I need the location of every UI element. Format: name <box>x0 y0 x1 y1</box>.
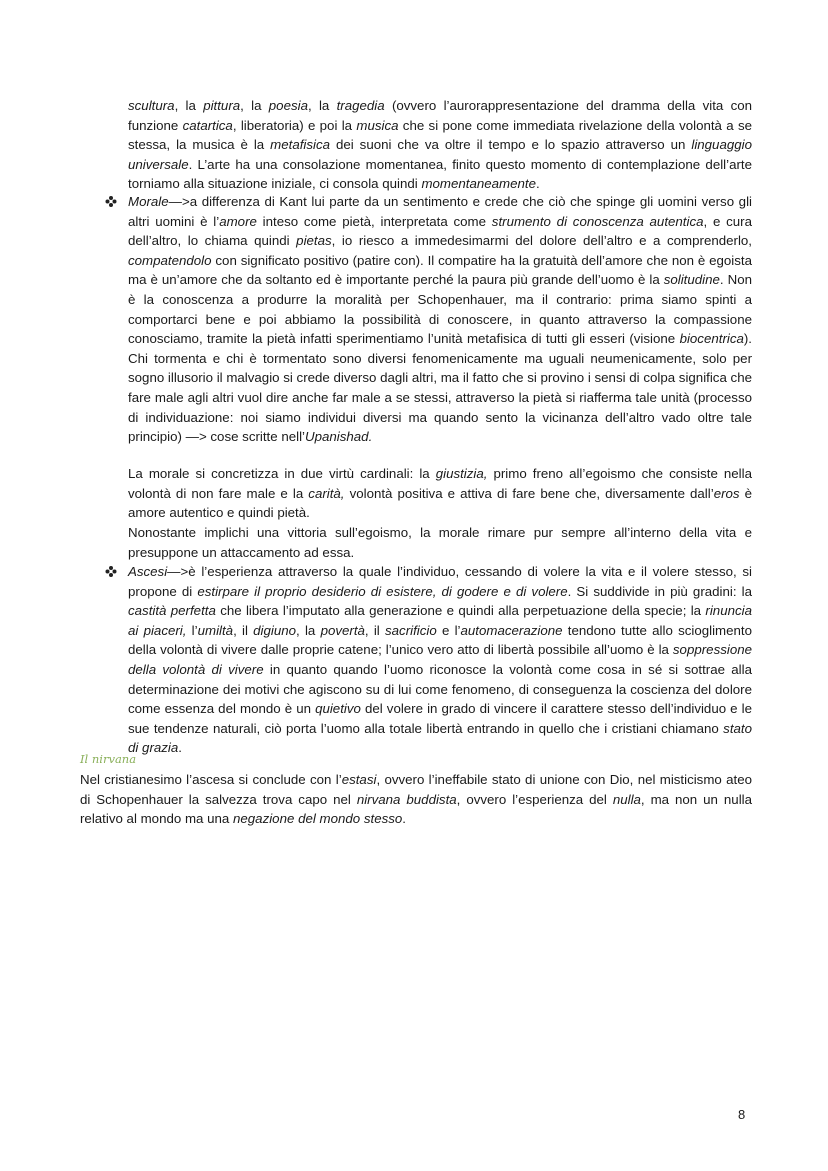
italic-run: scultura <box>128 98 175 113</box>
italic-run: catartica <box>182 117 233 133</box>
bullet-morale-text <box>128 194 752 444</box>
italic-run: rinuncia ai piaceri, <box>128 603 752 638</box>
italic-run: solitudine <box>663 272 720 288</box>
paragraph-nonostante <box>128 523 752 562</box>
text-run: . L’arte ha una consolazione momentanea, finito questo momento di contemplazione dell’arte torniamo alla situazione iniziale, ci consola quindi <box>128 156 752 192</box>
text-run: La morale si concretizza in due virtù cardinali: la <box>128 466 436 481</box>
italic-run: umiltà <box>197 622 234 638</box>
italic-run: metafisica <box>270 137 331 153</box>
italic-run: Morale <box>128 194 169 209</box>
text-run: , io riesco a immedesimarmi del dolore dell’altro e a comprenderlo, <box>331 233 753 249</box>
text-run: e l’ <box>436 622 461 638</box>
italic-run: amore <box>219 213 257 229</box>
italic-run: Ascesi <box>128 564 168 579</box>
text-run: . Si suddivide in più gradini: la <box>567 583 752 599</box>
text-run: che si pone come immediata rivelazione della volontà a se stessa, la musica è la <box>128 117 752 153</box>
text-run: . <box>536 176 540 192</box>
text-run: l’ <box>186 622 198 638</box>
italic-run: automacerazione <box>460 622 563 638</box>
italic-run: castità perfetta <box>128 603 216 619</box>
text-run: Nel cristianesimo l’ascesa si conclude con l’ <box>80 772 342 787</box>
italic-run: biocentrica <box>679 331 744 347</box>
text-run: primo freno all’egoismo che consiste nella volontà di non fare male e la <box>128 466 752 501</box>
page-number: 8 <box>738 1107 746 1122</box>
italic-run: tragedia <box>336 98 385 113</box>
text-run: in quanto quando l’uomo riconosce la volontà come cosa in sé si sottrae alla determinazione dei motivi che agiscono su di lui come fenomeno, di conseguenza la coscienza del dolore come essenza del mondo è un <box>128 661 752 717</box>
italic-run: carità, <box>308 485 345 501</box>
text-run: del volere in grado di vincere il carattere stesso dell’individuo e le sue tendenze naturali, ciò porta l’uomo alla totale libertà entrando in quello che i cristiani chiamano <box>128 701 752 736</box>
text-run: con significato positivo (patire con). Il compatire ha la gratuità dell’amore che non è egoista ma è un’amore che da soltanto ed è importante perché la paura più grande dell’uomo è la <box>128 252 752 288</box>
text-run: , la <box>307 98 337 113</box>
diamond-bullet-icon <box>104 192 118 211</box>
text-run: , la <box>240 98 269 113</box>
text-run: Nonostante implichi una vittoria sull’egoismo, la morale rimare pur sempre all’interno della vita e presuppone un attaccamento ad essa. <box>128 525 752 560</box>
italic-run: nirvana buddista <box>356 791 457 807</box>
italic-run: strumento di conoscenza autentica <box>491 213 704 229</box>
text-run: . <box>402 811 406 827</box>
text-run: —>è l’esperienza attraverso la quale l’individuo, cessando di volere la vita e il volere stesso, si propone di <box>128 564 752 599</box>
italic-run: stato di grazia <box>128 720 752 756</box>
text-run: è amore autentico e quindi pietà. <box>128 485 753 521</box>
text-run: , liberatoria) e poi la <box>232 117 357 133</box>
text-run: , ma non un nulla relativo al mondo ma una <box>80 791 753 827</box>
italic-run: giustizia, <box>435 466 488 481</box>
italic-run: estasi <box>341 772 377 787</box>
text-run: che libera l’imputato alla generazione e quindi alla perpetuazione della specie; la <box>215 603 706 619</box>
text-run: , ovvero l’esperienza del <box>456 791 613 807</box>
text-run: , e cura dell’altro, lo chiama quindi <box>128 213 752 249</box>
text-run: inteso come pietà, interpretata come <box>256 213 492 229</box>
bullet-ascesi-text <box>128 564 752 755</box>
paragraph-virtu <box>128 464 752 523</box>
italic-run: musica <box>356 117 399 133</box>
text-run: dei suoni che va oltre il tempo e lo spazio attraverso un <box>330 137 692 153</box>
text-run: ). Chi tormenta e chi è tormentato sono diversi fenomenicamente ma uguali neumenicamente, solo per sogno illusorio il malvagio si crede diverso dagli altri, ma il fatto che si provino i sensi di colpa significa che fare male agli altri vuol dire anche far male a se stessi, attraverso la pietà si riafferma tale unità (processo di individuazione: noi siamo individui diversi ma quando sento la vicinanza dell’altro vado oltre tale principio) —> cose scritte nell’ <box>128 331 752 445</box>
italic-run: povertà <box>320 622 365 638</box>
italic-run: eros <box>713 485 740 501</box>
text-run: , il <box>364 622 385 638</box>
text-run: volontà positiva e attiva di fare bene che, diversamente dall’ <box>344 485 714 501</box>
text-run: , la <box>174 98 204 113</box>
italic-run: poesia <box>268 98 308 113</box>
text-run: (ovvero l’aurorappresentazione del dramma della vita con funzione <box>128 98 753 133</box>
italic-run: Upanishad. <box>305 429 373 445</box>
italic-run: nulla <box>612 791 641 807</box>
italic-run: pittura <box>203 98 241 113</box>
italic-run: soppressione della volontà di vivere <box>128 642 752 677</box>
diamond-bullet-icon <box>104 562 118 581</box>
paragraph-arte <box>128 96 752 194</box>
bullet-ascesi <box>128 562 752 758</box>
text-run: , ovvero l’ineffabile stato di unione con Dio, nel misticismo ateo di Schopenhauer la salvezza trova capo nel <box>80 772 753 807</box>
italic-run: linguaggio universale <box>128 137 752 172</box>
paragraph-nirvana <box>80 770 752 829</box>
italic-run: negazione del mondo stesso <box>233 811 403 827</box>
bullet-morale <box>128 192 752 447</box>
text-run: tendono tutte allo scioglimento della volontà di vivere dalle proprie catene; l’unico vero atto di libertà possibile all’uomo è la <box>128 622 752 658</box>
text-run: , il <box>233 622 254 638</box>
italic-run: digiuno <box>253 622 297 638</box>
text-run: , la <box>296 622 321 638</box>
italic-run: momentaneamente <box>421 176 537 192</box>
italic-run: pietas <box>296 233 332 249</box>
italic-run: compatendolo <box>128 252 212 268</box>
italic-run: estirpare il proprio desiderio di esistere, di godere e di volere <box>197 583 568 599</box>
text-run: —>a differenza di Kant lui parte da un sentimento e crede che ciò che spinge gli uomini verso gli altri uomini è l’ <box>128 194 752 229</box>
section-heading-nirvana: Il nirvana <box>80 752 137 766</box>
italic-run: sacrificio <box>385 622 437 638</box>
text-run: . Non è la conoscenza a produrre la moralità per Schopenhauer, ma il contrario: prima siamo spinti a comportarci bene e poi abbiamo la possibilità di conoscere, in quanto attraverso la compassione conosciamo, tramite la pietà infatti sperimentiamo l’unità metafisica di tutti gli esseri (visione <box>128 272 752 347</box>
italic-run: quietivo <box>315 701 361 717</box>
text-run: . <box>178 740 182 756</box>
